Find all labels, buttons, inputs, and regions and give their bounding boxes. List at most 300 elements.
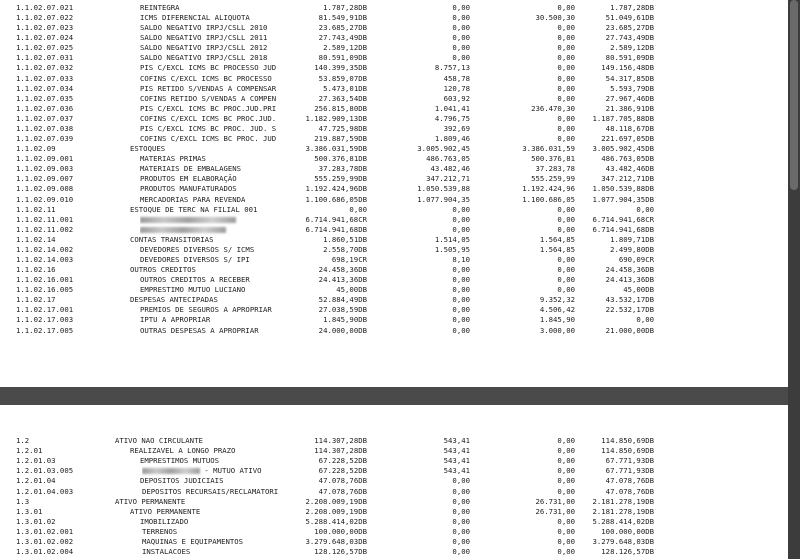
- account-code: 1.1.02.09.008: [16, 184, 74, 194]
- previous-balance: 698,19CR: [331, 255, 367, 264]
- current-balance: 23.685,27DB: [605, 23, 654, 33]
- previous-balance: 256.815,80DB: [314, 103, 367, 113]
- account-description: OUTROS CREDITOS: [130, 265, 196, 275]
- account-code: 1.3: [16, 496, 30, 506]
- redacted-text: [142, 468, 200, 474]
- account-description: MATERIAS PRIMAS: [140, 154, 206, 164]
- table-row: [0, 184, 788, 194]
- account-description: SALDO NEGATIVO IRPJ/CSLL 2011: [140, 33, 268, 43]
- account-code: 1.1.02.09.003: [16, 164, 74, 174]
- previous-balance: 1.860,51DB: [323, 234, 367, 244]
- previous-balance: 6.714.941,68DB: [305, 224, 367, 234]
- redacted-text: [140, 217, 236, 223]
- debit-amount: 1.050.539,88: [417, 184, 470, 194]
- credit-amount: 0,00: [557, 73, 575, 83]
- credit-amount: 0,00: [557, 23, 575, 33]
- account-code: 1.1.02.09: [16, 144, 56, 154]
- debit-amount: 0,00: [452, 265, 470, 275]
- previous-balance: 140.399,35DB: [314, 63, 367, 73]
- debit-amount: 543,41: [443, 446, 470, 456]
- debit-amount: 0,00: [452, 476, 470, 486]
- debit-amount: 120,78: [443, 83, 470, 93]
- table-row: [0, 456, 788, 466]
- current-balance: 486.763,05DB: [601, 154, 654, 164]
- account-description: COFINS C/EXCL ICMS BC PROCESSO: [140, 73, 272, 83]
- credit-amount: 0,00: [557, 456, 575, 466]
- account-description: SALDO NEGATIVO IRPJ/CSLL 2018: [140, 53, 268, 63]
- account-code: 1.3.01.02.001: [16, 526, 74, 536]
- debit-amount: 543,41: [443, 466, 470, 476]
- table-row: [0, 245, 788, 255]
- credit-amount: 0,00: [557, 53, 575, 63]
- account-code: 1.1.02.07.022: [16, 13, 74, 23]
- credit-amount: 0,00: [557, 486, 575, 496]
- debit-amount: 3.005.902,45: [417, 144, 470, 154]
- account-code: 1.2.01.04: [16, 476, 56, 486]
- previous-balance: 1.100.686,05DB: [305, 194, 367, 204]
- account-description: PREMIOS DE SEGUROS A APROPRIAR: [140, 305, 272, 315]
- current-balance: 114.850,69DB: [601, 436, 654, 445]
- previous-balance: 128.126,57DB: [314, 547, 367, 557]
- description-text: - MUTUO ATIVO: [200, 466, 262, 476]
- account-description: MERCADORIAS PARA REVENDA: [140, 194, 246, 204]
- table-row: [0, 476, 788, 486]
- debit-amount: 0,00: [452, 285, 470, 295]
- debit-amount: 603,92: [443, 93, 470, 103]
- current-balance: 24.458,36DB: [605, 265, 654, 275]
- table-row: [0, 255, 788, 265]
- current-balance: 27.967,46DB: [605, 93, 654, 103]
- previous-balance: 3.386.031,59DB: [305, 144, 367, 154]
- account-code: 1.1.02.07.023: [16, 23, 74, 33]
- account-description: PIS RETIDO S/VENDAS A COMPENSAR: [140, 83, 277, 93]
- account-code: 1.3.01: [16, 506, 43, 516]
- account-code: 1.1.02.17.001: [16, 305, 74, 315]
- credit-amount: 0,00: [557, 285, 575, 295]
- account-code: 1.1.02.09.001: [16, 154, 74, 164]
- previous-balance: 3.279.648,03DB: [305, 537, 367, 546]
- table-row: [0, 315, 788, 325]
- account-code: 1.1.02.07.031: [16, 53, 74, 63]
- previous-balance: 555.259,99DB: [314, 174, 367, 184]
- account-code: 1.2.01.03.005: [16, 466, 74, 476]
- account-code: 1.1.02.14.003: [16, 255, 74, 264]
- table-row: [0, 205, 788, 215]
- credit-amount: 0,00: [557, 43, 575, 53]
- account-description: ATIVO PERMANENTE: [130, 506, 201, 516]
- account-description: EMPRESTIMOS MUTUOS: [140, 456, 220, 466]
- account-code: 1.1.02.07.024: [16, 33, 74, 43]
- debit-amount: 543,41: [443, 456, 470, 466]
- account-description: OUTROS CREDITOS A RECEBER: [140, 275, 250, 285]
- current-balance: 80.591,09DB: [605, 53, 654, 63]
- table-row: [0, 74, 788, 84]
- table-row: [0, 517, 788, 527]
- current-balance: 1.187.705,88DB: [592, 113, 654, 123]
- account-description: COFINS RETIDO S/VENDAS A COMPEN: [140, 93, 277, 103]
- debit-amount: 0,00: [452, 33, 470, 43]
- credit-amount: 1.845,90: [539, 315, 575, 325]
- account-description: SALDO NEGATIVO IRPJ/CSLL 2010: [140, 23, 268, 33]
- credit-amount: 0,00: [557, 526, 575, 536]
- account-code: 1.3.01.02.004: [16, 547, 74, 557]
- credit-amount: 4.506,42: [539, 305, 575, 315]
- account-code: 1.1.02.07.021: [16, 3, 74, 12]
- account-code: 1.1.02.07.037: [16, 113, 74, 123]
- account-description: EMPRESTIMO MUTUO LUCIANO: [140, 285, 246, 295]
- table-row: [0, 537, 788, 547]
- table-row: [0, 144, 788, 154]
- account-code: 1.1.02.17: [16, 295, 56, 305]
- debit-amount: 543,41: [443, 436, 470, 445]
- credit-amount: 0,00: [557, 93, 575, 103]
- debit-amount: 1.809,46: [434, 134, 470, 144]
- account-code: 1.1.02.11.002: [16, 224, 74, 234]
- table-row: [0, 3, 788, 13]
- current-balance: 6.714.941,68DB: [592, 224, 654, 234]
- account-description: IPTU A APROPRIAR: [140, 315, 211, 325]
- debit-amount: 8.757,13: [434, 63, 470, 73]
- current-balance: 6.714.941,68CR: [592, 214, 654, 224]
- account-code: 1.1.02.09.007: [16, 174, 74, 184]
- debit-amount: 0,00: [452, 486, 470, 496]
- account-code: 1.1.02.07.032: [16, 63, 74, 73]
- table-row: [0, 94, 788, 104]
- account-code: 1.1.02.07.039: [16, 134, 74, 144]
- account-code: 1.2.01.04.003: [16, 486, 74, 496]
- table-row: [0, 265, 788, 275]
- previous-balance: 2.208.009,19DB: [305, 496, 367, 506]
- current-balance: 45,00DB: [623, 285, 654, 295]
- table-row: [0, 174, 788, 184]
- previous-balance: 67.228,52DB: [318, 456, 367, 466]
- credit-amount: 0,00: [557, 33, 575, 43]
- debit-amount: 1.041,41: [434, 103, 470, 113]
- debit-amount: 0,00: [452, 325, 470, 335]
- previous-balance: 1.192.424,96DB: [305, 184, 367, 194]
- credit-amount: 37.283,78: [535, 164, 575, 174]
- debit-amount: 0,00: [452, 506, 470, 516]
- account-code: 1.1.02.07.038: [16, 123, 74, 133]
- table-row: [0, 466, 788, 476]
- account-description: PRODUTOS EM ELABORAÇÃO: [140, 174, 237, 184]
- account-description: COFINS C/EXCL ICMS BC PROC.JUD.: [140, 113, 277, 123]
- previous-balance: 27.363,54DB: [318, 93, 367, 103]
- previous-balance: 47.078,76DB: [318, 476, 367, 486]
- table-row: [0, 305, 788, 315]
- table-row: [0, 285, 788, 295]
- table-row: [0, 124, 788, 134]
- account-code: 1.1.02.16: [16, 265, 56, 275]
- debit-amount: 1.514,05: [434, 234, 470, 244]
- table-row: [0, 436, 788, 446]
- vertical-scrollbar[interactable]: [788, 0, 800, 559]
- credit-amount: 0,00: [557, 214, 575, 224]
- previous-balance: 2.589,12DB: [323, 43, 367, 53]
- table-row: [0, 215, 788, 225]
- current-balance: 21.386,91DB: [605, 103, 654, 113]
- previous-balance: 114.307,28DB: [314, 436, 367, 445]
- account-description: ICMS DIFERENCIAL ALIQUOTA: [140, 13, 250, 23]
- current-balance: 24.413,36DB: [605, 275, 654, 285]
- current-balance: 51.049,61DB: [605, 13, 654, 23]
- previous-balance: 23.685,27DB: [318, 23, 367, 33]
- report-page-2: [0, 405, 788, 559]
- credit-amount: 500.376,81: [531, 154, 575, 164]
- account-description: TERRENOS: [142, 526, 178, 536]
- debit-amount: 0,00: [452, 315, 470, 325]
- credit-amount: 1.192.424,96: [522, 184, 575, 194]
- account-description: SALDO NEGATIVO IRPJ/CSLL 2012: [140, 43, 268, 53]
- credit-amount: 0,00: [557, 63, 575, 73]
- credit-amount: 9.352,32: [539, 295, 575, 305]
- account-description: ATIVO PERMANENTE: [115, 496, 186, 506]
- debit-amount: 0,00: [452, 204, 470, 214]
- current-balance: 21.000,00DB: [605, 325, 654, 335]
- credit-amount: 0,00: [557, 537, 575, 546]
- debit-amount: 458,78: [443, 73, 470, 83]
- debit-amount: 8,10: [452, 255, 470, 264]
- table-row: [0, 84, 788, 94]
- previous-balance: 5.473,01DB: [323, 83, 367, 93]
- table-row: [0, 23, 788, 33]
- current-balance: 347.212,71DB: [601, 174, 654, 184]
- debit-amount: 0,00: [452, 23, 470, 33]
- redacted-text: [140, 227, 226, 233]
- table-row: [0, 104, 788, 114]
- debit-amount: 0,00: [452, 537, 470, 546]
- table-row: [0, 43, 788, 53]
- credit-amount: 26.731,00: [535, 506, 575, 516]
- current-balance: 100.000,00DB: [601, 526, 654, 536]
- account-description: ESTOQUE DE TERC NA FILIAL 001: [130, 204, 258, 214]
- table-row: [0, 53, 788, 63]
- account-description: DEVEDORES DIVERSOS S/ ICMS: [140, 244, 255, 254]
- current-balance: 67.771,93DB: [605, 456, 654, 466]
- current-balance: 27.743,49DB: [605, 33, 654, 43]
- credit-amount: 1.564,85: [539, 244, 575, 254]
- credit-amount: 0,00: [557, 466, 575, 476]
- account-description: CONTAS TRANSITORIAS: [130, 234, 214, 244]
- current-balance: 48.118,67DB: [605, 123, 654, 133]
- account-description: INSTALACOES: [142, 547, 191, 557]
- account-code: 1.1.02.07.035: [16, 93, 74, 103]
- current-balance: 1.787,28DB: [610, 3, 654, 12]
- table-row: [0, 507, 788, 517]
- table-row: [0, 225, 788, 235]
- credit-amount: 0,00: [557, 476, 575, 486]
- previous-balance: 6.714.941,68CR: [305, 214, 367, 224]
- credit-amount: 0,00: [557, 265, 575, 275]
- table-row: [0, 63, 788, 73]
- debit-amount: 0,00: [452, 224, 470, 234]
- credit-amount: 1.100.686,05: [522, 194, 575, 204]
- debit-amount: 0,00: [452, 305, 470, 315]
- credit-amount: 3.000,00: [539, 325, 575, 335]
- current-balance: 221.697,05DB: [601, 134, 654, 144]
- current-balance: 47.078,76DB: [605, 476, 654, 486]
- previous-balance: 24.413,36DB: [318, 275, 367, 285]
- table-row: [0, 33, 788, 43]
- current-balance: 149.156,48DB: [601, 63, 654, 73]
- previous-balance: 5.288.414,02DB: [305, 516, 367, 526]
- account-code: 1.1.02.07.025: [16, 43, 74, 53]
- previous-balance: 1.182.909,13DB: [305, 113, 367, 123]
- current-balance: 3.279.648,03DB: [592, 537, 654, 546]
- credit-amount: 555.259,99: [531, 174, 575, 184]
- current-balance: 1.077.904,35DB: [592, 194, 654, 204]
- previous-balance: 114.307,28DB: [314, 446, 367, 456]
- credit-amount: 0,00: [557, 3, 575, 12]
- current-balance: 2.181.278,19DB: [592, 506, 654, 516]
- debit-amount: 1.505,95: [434, 244, 470, 254]
- account-code: 1.1.02.14: [16, 234, 56, 244]
- table-row: [0, 295, 788, 305]
- previous-balance: 67.228,52DB: [318, 466, 367, 476]
- current-balance: 1.809,71DB: [610, 234, 654, 244]
- credit-amount: 0,00: [557, 224, 575, 234]
- account-code: 1.1.02.11: [16, 204, 56, 214]
- credit-amount: 0,00: [557, 446, 575, 456]
- table-row: [0, 527, 788, 537]
- current-balance: 43.532,17DB: [605, 295, 654, 305]
- debit-amount: 0,00: [452, 43, 470, 53]
- account-code: 1.1.02.17.005: [16, 325, 74, 335]
- current-balance: 47.078,76DB: [605, 486, 654, 496]
- table-row: [0, 195, 788, 205]
- account-code: 1.1.02.07.033: [16, 73, 74, 83]
- previous-balance: 53.859,07DB: [318, 73, 367, 83]
- table-row: [0, 114, 788, 124]
- current-balance: 2.499,80DB: [610, 244, 654, 254]
- table-row: [0, 497, 788, 507]
- account-code: 1.3.01.02: [16, 516, 56, 526]
- table-row: [0, 326, 788, 336]
- previous-balance: 1.845,90DB: [323, 315, 367, 325]
- current-balance: 2.181.278,19DB: [592, 496, 654, 506]
- previous-balance: 37.283,78DB: [318, 164, 367, 174]
- debit-amount: 347.212,71: [426, 174, 470, 184]
- table-row: [0, 487, 788, 497]
- account-description: ATIVO NAO CIRCULANTE: [115, 436, 203, 445]
- credit-amount: 0,00: [557, 204, 575, 214]
- account-code: 1.1.02.07.036: [16, 103, 74, 113]
- current-balance: 1.050.539,88DB: [592, 184, 654, 194]
- table-row: [0, 164, 788, 174]
- current-balance: 128.126,57DB: [601, 547, 654, 557]
- account-code: 1.2.01.03: [16, 456, 56, 466]
- account-code: 1.1.02.09.010: [16, 194, 74, 204]
- account-code: 1.1.02.07.034: [16, 83, 74, 93]
- account-description: DEPOSITOS JUDICIAIS: [140, 476, 224, 486]
- debit-amount: 486.763,05: [426, 154, 470, 164]
- credit-amount: 1.564,85: [539, 234, 575, 244]
- current-balance: 690,09CR: [618, 255, 654, 264]
- account-description: PRODUTOS MANUFATURADOS: [140, 184, 237, 194]
- previous-balance: 0,00: [349, 204, 367, 214]
- account-code: 1.2: [16, 436, 30, 445]
- account-code: 1.2.01: [16, 446, 43, 456]
- previous-balance: 24.458,36DB: [318, 265, 367, 275]
- debit-amount: 1.077.904,35: [417, 194, 470, 204]
- previous-balance: 2.558,70DB: [323, 244, 367, 254]
- account-description: DEPOSITOS RECURSAIS/RECLAMATORI: [142, 486, 279, 496]
- previous-balance: 47.725,98DB: [318, 123, 367, 133]
- credit-amount: 0,00: [557, 436, 575, 445]
- current-balance: 3.005.902,45DB: [592, 144, 654, 154]
- previous-balance: 27.038,59DB: [318, 305, 367, 315]
- debit-amount: 0,00: [452, 214, 470, 224]
- account-description: OUTRAS DESPESAS A APROPRIAR: [140, 325, 259, 335]
- credit-amount: 0,00: [557, 516, 575, 526]
- account-description: PIS C/EXCL ICMS BC PROCESSO JUD: [140, 63, 277, 73]
- account-description: PIS C/EXCL ICMS BC PROC.JUD.PRI: [140, 103, 277, 113]
- account-code: 1.1.02.16.001: [16, 275, 74, 285]
- current-balance: 43.482,46DB: [605, 164, 654, 174]
- previous-balance: 24.000,00DB: [318, 325, 367, 335]
- previous-balance: 45,00DB: [336, 285, 367, 295]
- current-balance: 0,00: [636, 204, 654, 214]
- scrollbar-thumb[interactable]: [790, 0, 798, 190]
- account-description: DESPESAS ANTECIPADAS: [130, 295, 218, 305]
- table-row: [0, 547, 788, 557]
- debit-amount: 4.796,75: [434, 113, 470, 123]
- debit-amount: 43.482,46: [430, 164, 470, 174]
- credit-amount: 0,00: [557, 113, 575, 123]
- account-code: 1.1.02.11.001: [16, 214, 74, 224]
- credit-amount: 236.470,30: [531, 103, 575, 113]
- account-description: MAQUINAS E EQUIPAMENTOS: [142, 537, 244, 546]
- previous-balance: 2.208.009,19DB: [305, 506, 367, 516]
- previous-balance: 47.078,76DB: [318, 486, 367, 496]
- current-balance: 54.317,85DB: [605, 73, 654, 83]
- debit-amount: 0,00: [452, 516, 470, 526]
- account-description: DEVEDORES DIVERSOS S/ IPI: [140, 255, 250, 264]
- credit-amount: 0,00: [557, 255, 575, 264]
- debit-amount: 0,00: [452, 547, 470, 557]
- previous-balance: 500.376,81DB: [314, 154, 367, 164]
- credit-amount: 3.386.031,59: [522, 144, 575, 154]
- current-balance: 0,00: [636, 315, 654, 325]
- previous-balance: 81.549,91DB: [318, 13, 367, 23]
- credit-amount: 30.500,30: [535, 13, 575, 23]
- current-balance: 5.593,79DB: [610, 83, 654, 93]
- account-description: COFINS C/EXCL ICMS BC PROC. JUD: [140, 134, 277, 144]
- debit-amount: 392,69: [443, 123, 470, 133]
- debit-amount: 0,00: [452, 526, 470, 536]
- previous-balance: 27.743,49DB: [318, 33, 367, 43]
- credit-amount: 0,00: [557, 547, 575, 557]
- credit-amount: 26.731,00: [535, 496, 575, 506]
- credit-amount: 0,00: [557, 275, 575, 285]
- debit-amount: 0,00: [452, 53, 470, 63]
- current-balance: 22.532,17DB: [605, 305, 654, 315]
- account-code: 1.1.02.14.002: [16, 244, 74, 254]
- debit-amount: 0,00: [452, 3, 470, 12]
- credit-amount: 0,00: [557, 134, 575, 144]
- account-description: ESTOQUES: [130, 144, 166, 154]
- current-balance: 114.850,69DB: [601, 446, 654, 456]
- table-row: [0, 275, 788, 285]
- previous-balance: 52.884,49DB: [318, 295, 367, 305]
- table-row: [0, 154, 788, 164]
- credit-amount: 0,00: [557, 83, 575, 93]
- table-row: [0, 235, 788, 245]
- debit-amount: 0,00: [452, 13, 470, 23]
- account-description: REINTEGRA: [140, 3, 180, 12]
- table-row: [0, 446, 788, 456]
- account-description: MATERIAIS DE EMBALAGENS: [140, 164, 242, 174]
